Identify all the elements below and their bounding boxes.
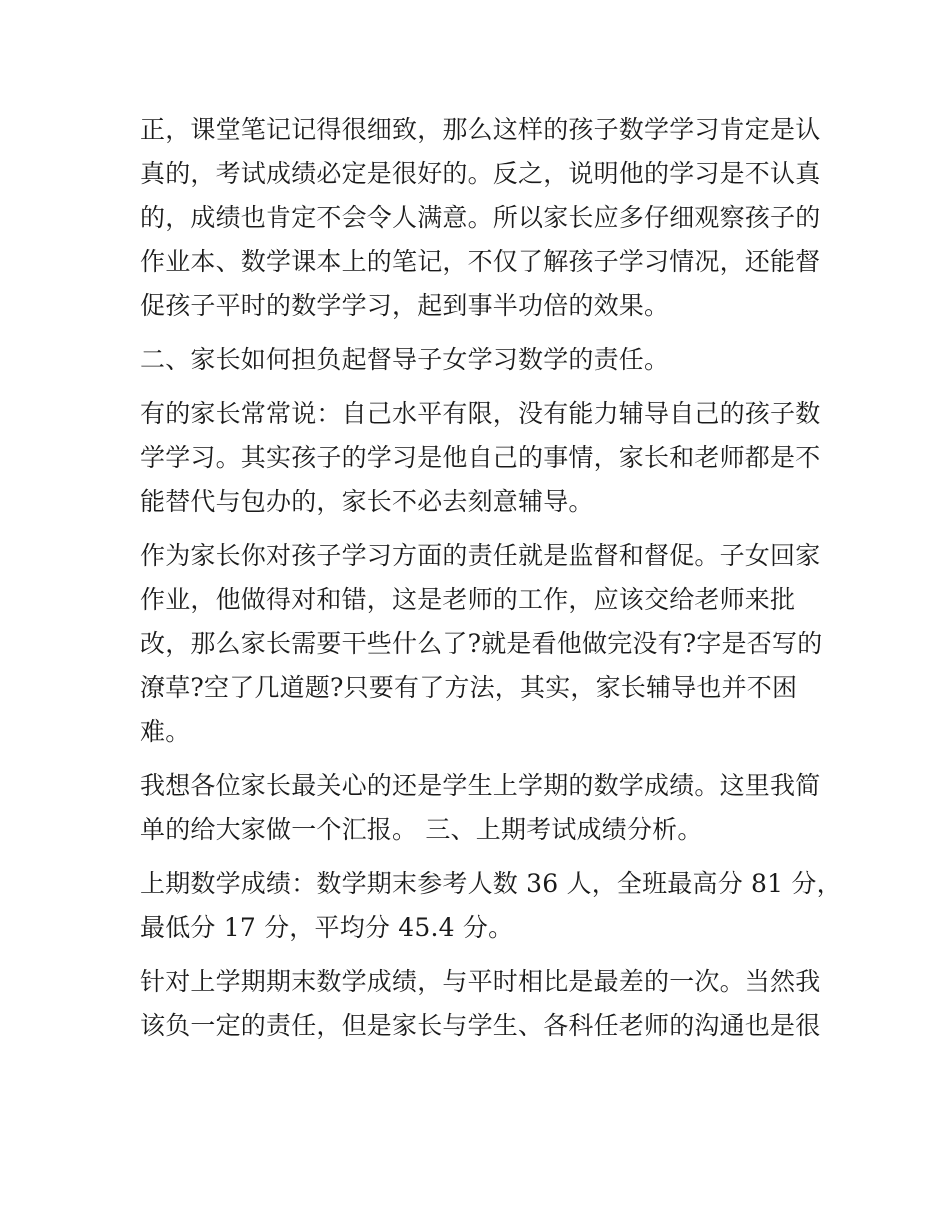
text-line: 潦草?空了几道题?只要有了方法，其实，家长辅导也并不困: [140, 673, 798, 702]
document-body: [140, 108, 842, 1048]
text-line: 作业本、数学课本上的笔记，不仅了解孩子学习情况，还能督: [140, 247, 821, 276]
text-line: 真的，考试成绩必定是很好的。反之，说明他的学习是不认真: [140, 159, 821, 188]
text-line: 作为家长你对孩子学习方面的责任就是监督和督促。子女回家: [140, 541, 821, 570]
text-line: 学学习。其实孩子的学习是他自己的事情，家长和老师都是不: [140, 443, 821, 472]
text-line: 促孩子平时的数学学习，起到事半功倍的效果。: [140, 291, 670, 320]
text-line: 该负一定的责任，但是家长与学生、各科任老师的沟通也是很: [140, 1011, 821, 1040]
text-line: 作业，他做得对和错，这是老师的工作，应该交给老师来批: [140, 585, 796, 614]
text-line: 正，课堂笔记记得很细致，那么这样的孩子数学学习肯定是认: [140, 115, 821, 144]
text-line: 的，成绩也肯定不会令人满意。所以家长应多仔细观察孩子的: [140, 203, 821, 232]
text-line: 能替代与包办的，家长不必去刻意辅导。: [140, 487, 594, 516]
text-line: 上期数学成绩：数学期末参考人数 36 人，全班最高分 81 分，: [140, 869, 842, 898]
text-line: 有的家长常常说：自己水平有限，没有能力辅导自己的孩子数: [140, 399, 821, 428]
text-line: 单的给大家做一个汇报。 三、上期考试成绩分析。: [140, 815, 703, 844]
text-line: 改，那么家长需要干些什么了?就是看他做完没有?字是否写的: [140, 629, 823, 658]
text-line: 最低分 17 分，平均分 45.4 分。: [140, 913, 514, 942]
text-line: 难。: [140, 717, 191, 746]
text-line: 针对上学期期末数学成绩，与平时相比是最差的一次。当然我: [140, 967, 821, 996]
section-heading: 二、家长如何担负起督导子女学习数学的责任。: [140, 345, 670, 374]
text-line: 我想各位家长最关心的还是学生上学期的数学成绩。这里我简: [140, 771, 821, 800]
